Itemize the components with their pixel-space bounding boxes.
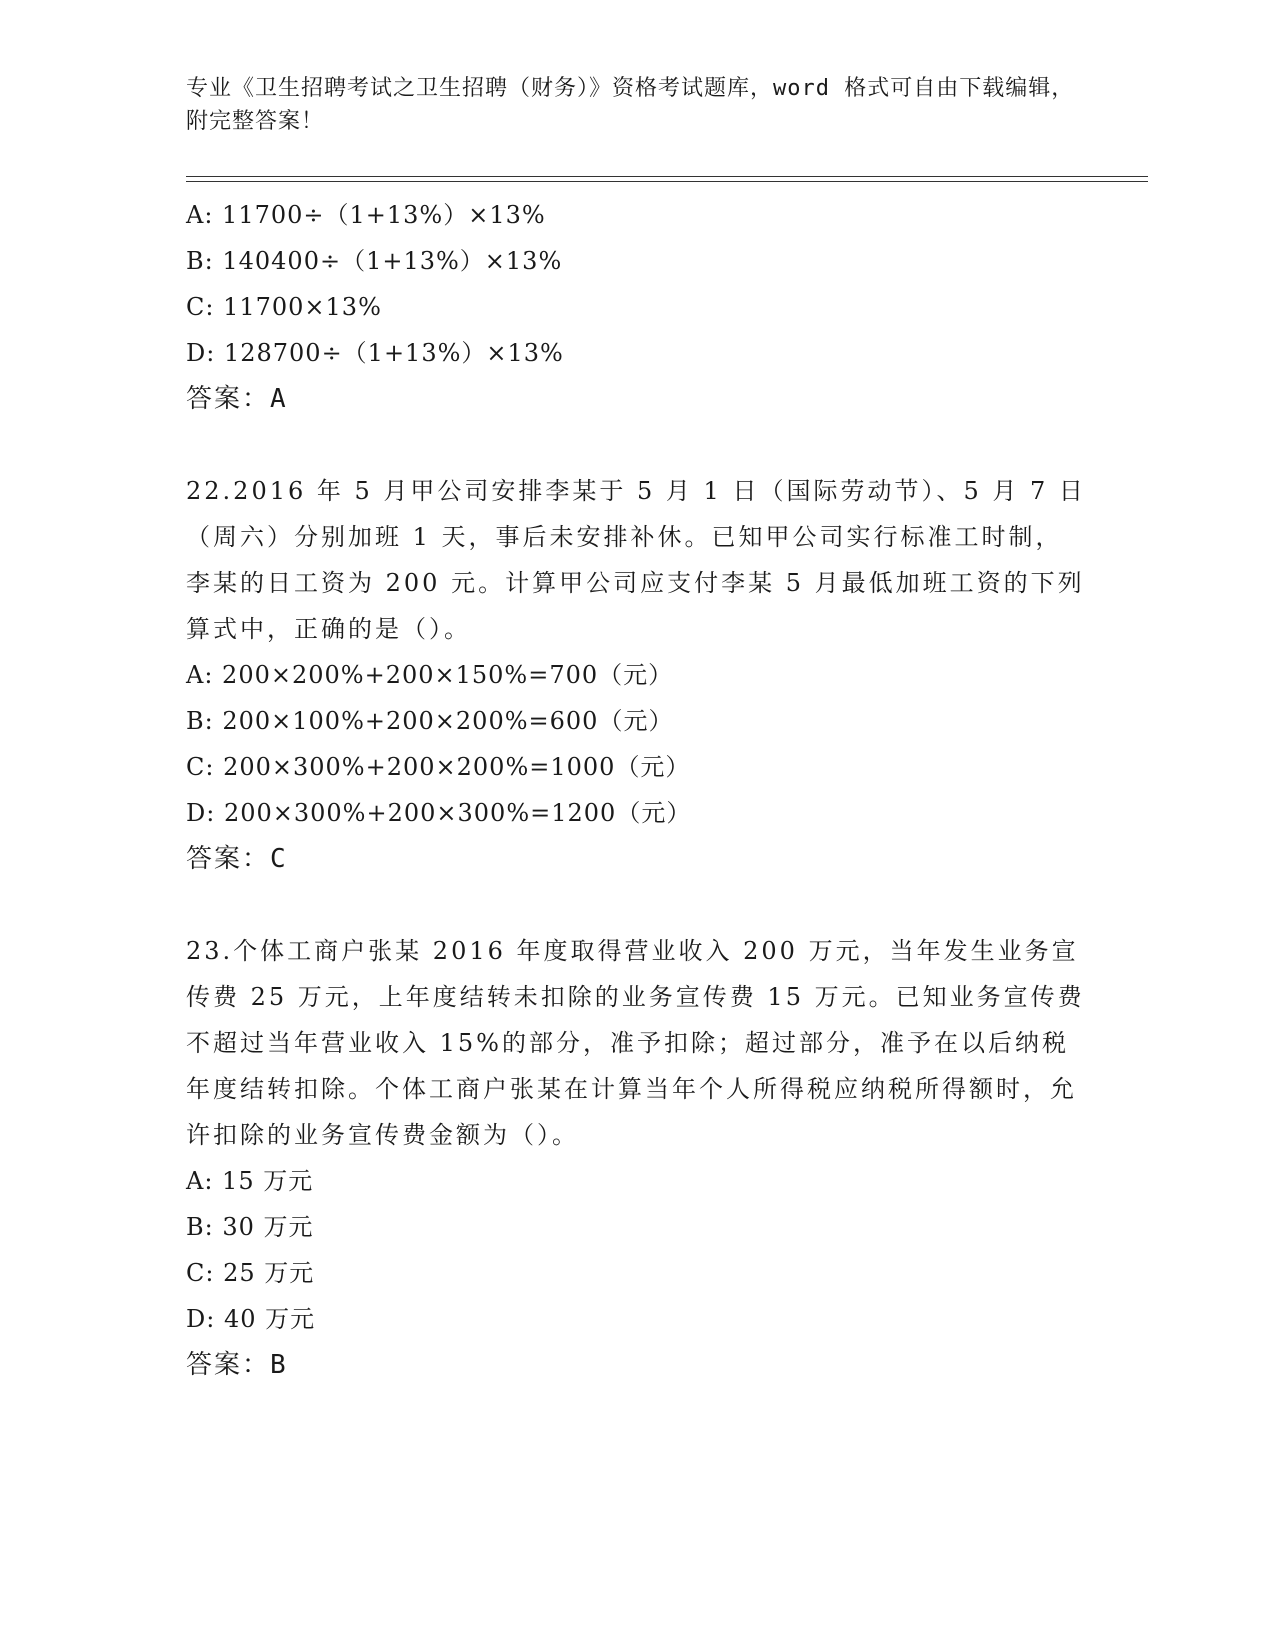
option-a: A: 15 万元 <box>186 1167 314 1195</box>
option-c: C: 11700×13% <box>186 293 382 321</box>
option-a: A: 200×200%+200×150%=700（元） <box>186 661 674 689</box>
question-stem: 22.2016 年 5 月甲公司安排李某于 5 月 1 日（国际劳动节）、5 月 7 日（周六）分别加班 1 天，事后未安排补休。已知甲公司实行标准工时制，李某的日工资为 200 元。计算甲公司应支付李某 5 月最低加班工资的下列算式中，正确的是（）。 <box>186 477 1086 643</box>
answer: 答案：C <box>186 844 288 874</box>
option-d: D: 200×300%+200×300%=1200（元） <box>186 799 692 827</box>
answer: 答案：A <box>186 384 288 414</box>
option-d: D: 40 万元 <box>186 1305 316 1333</box>
question-stem: 23.个体工商户张某 2016 年度取得营业收入 200 万元，当年发生业务宣传费 25 万元，上年度结转未扣除的业务宣传费 15 万元。已知业务宣传费不超过当年营业收入 15%的部分，准予扣除；超过部分，准予在以后纳税年度结转扣除。个体工商户张某在计算当年个人所得税应纳税所得额时，允许扣除的业务宣传费金额为（）。 <box>186 937 1085 1149</box>
option-c: C: 25 万元 <box>186 1259 315 1287</box>
answer: 答案：B <box>186 1350 288 1380</box>
header-rule-top <box>186 176 1148 177</box>
header-rule-bottom <box>186 181 1148 182</box>
option-b: B: 140400÷（1+13%）×13% <box>186 247 563 275</box>
option-c: C: 200×300%+200×200%=1000（元） <box>186 753 691 781</box>
option-b: B: 30 万元 <box>186 1213 314 1241</box>
question-22 <box>186 468 1086 882</box>
option-d: D: 128700÷（1+13%）×13% <box>186 339 564 367</box>
question-list <box>186 192 1086 1388</box>
option-a: A: 11700÷（1+13%）×13% <box>186 201 546 229</box>
question-23 <box>186 928 1086 1388</box>
option-b: B: 200×100%+200×200%=600（元） <box>186 707 674 735</box>
document-header: 专业《卫生招聘考试之卫生招聘（财务）》资格考试题库，word 格式可自由下载编辑，附完整答案！ <box>186 76 1075 134</box>
question-21 <box>186 192 1086 422</box>
